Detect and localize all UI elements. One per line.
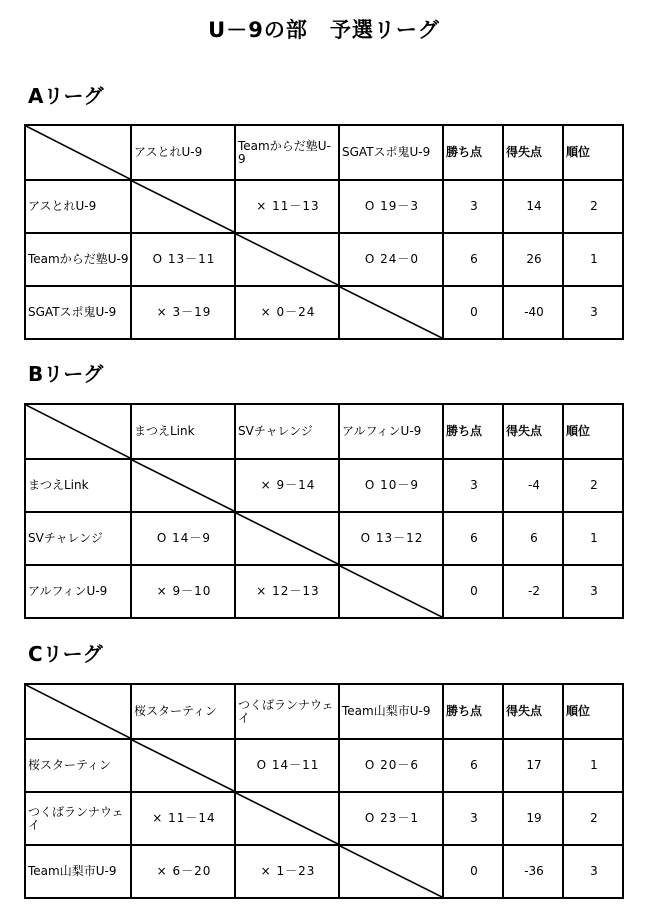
rank-cell: 1 [563,233,623,286]
match-result: × 9－14 [235,459,339,512]
table-header-row [25,404,623,459]
points-cell: 0 [443,565,503,618]
match-result: O 10－9 [339,459,443,512]
self-match-cell [339,565,443,618]
match-result: × 11－14 [131,792,235,845]
row-header-team: アルフィンU-9 [25,565,131,618]
column-header-team: Teamからだ塾U-9 [235,125,339,180]
diagonal-line [236,793,338,844]
match-result: × 3－19 [131,286,235,339]
match-result: × 9－10 [131,565,235,618]
table-header-row [25,684,623,739]
points-cell: 3 [443,792,503,845]
rank-cell: 2 [563,792,623,845]
table-row [25,512,623,565]
goal-diff-cell: -40 [503,286,563,339]
goal-diff-cell: -36 [503,845,563,898]
diagonal-line [236,513,338,564]
row-header-team: つくばランナウェイ [25,792,131,845]
points-cell: 3 [443,180,503,233]
league-title: Aリーグ [28,84,104,108]
row-header-team: まつえLink [25,459,131,512]
table-row [25,739,623,792]
row-header-team: 桜スターティン [25,739,131,792]
column-header-stat: 得失点 [503,125,563,180]
column-header-stat: 得失点 [503,404,563,459]
rank-cell: 2 [563,459,623,512]
row-header-team: Team山梨市U-9 [25,845,131,898]
column-header-team: アルフィンU-9 [339,404,443,459]
self-match-cell [235,512,339,565]
column-header-team: つくばランナウェイ [235,684,339,739]
points-cell: 6 [443,739,503,792]
match-result: O 20－6 [339,739,443,792]
goal-diff-cell: -4 [503,459,563,512]
points-cell: 3 [443,459,503,512]
rank-cell: 2 [563,180,623,233]
goal-diff-cell: 17 [503,739,563,792]
match-result: O 13－12 [339,512,443,565]
match-result: × 11－13 [235,180,339,233]
rank-cell: 3 [563,565,623,618]
table-row [25,233,623,286]
table-row [25,565,623,618]
diagonal-line [26,685,130,738]
points-cell: 0 [443,286,503,339]
match-result: × 6－20 [131,845,235,898]
column-header-stat: 勝ち点 [443,125,503,180]
match-result: × 1－23 [235,845,339,898]
points-cell: 6 [443,512,503,565]
row-header-team: アスとれU-9 [25,180,131,233]
league-table [24,683,624,899]
diagonal-line [236,234,338,285]
match-result: O 14－11 [235,739,339,792]
diagonal-line [132,181,234,232]
corner-cell [25,125,131,180]
table-row [25,286,623,339]
column-header-stat: 順位 [563,404,623,459]
table-row [25,845,623,898]
rank-cell: 1 [563,512,623,565]
self-match-cell [235,233,339,286]
match-result: O 19－3 [339,180,443,233]
rank-cell: 3 [563,286,623,339]
corner-cell [25,404,131,459]
goal-diff-cell: 19 [503,792,563,845]
league-title: Bリーグ [28,362,104,386]
diagonal-line [340,566,442,617]
diagonal-line [340,287,442,338]
diagonal-line [26,405,130,458]
goal-diff-cell: 26 [503,233,563,286]
match-result: × 12－13 [235,565,339,618]
column-header-team: Team山梨市U-9 [339,684,443,739]
diagonal-line [340,846,442,897]
league-table [24,403,624,619]
column-header-team: まつえLink [131,404,235,459]
table-header-row [25,125,623,180]
goal-diff-cell: -2 [503,565,563,618]
self-match-cell [235,792,339,845]
table-row [25,792,623,845]
column-header-stat: 得失点 [503,684,563,739]
table-row [25,459,623,512]
corner-cell [25,684,131,739]
match-result: O 23－1 [339,792,443,845]
row-header-team: Teamからだ塾U-9 [25,233,131,286]
column-header-team: SGATスポ鬼U-9 [339,125,443,180]
points-cell: 0 [443,845,503,898]
points-cell: 6 [443,233,503,286]
row-header-team: SVチャレンジ [25,512,131,565]
diagonal-line [26,126,130,179]
column-header-stat: 勝ち点 [443,404,503,459]
match-result: O 14－9 [131,512,235,565]
goal-diff-cell: 6 [503,512,563,565]
match-result: × 0－24 [235,286,339,339]
league-title: Cリーグ [28,642,103,666]
row-header-team: SGATスポ鬼U-9 [25,286,131,339]
self-match-cell [131,739,235,792]
match-result: O 13－11 [131,233,235,286]
self-match-cell [131,180,235,233]
page-title: U－9の部 予選リーグ [208,18,440,42]
column-header-stat: 順位 [563,684,623,739]
self-match-cell [339,286,443,339]
table-row [25,180,623,233]
league-table [24,124,624,340]
rank-cell: 3 [563,845,623,898]
column-header-team: SVチャレンジ [235,404,339,459]
column-header-team: アスとれU-9 [131,125,235,180]
goal-diff-cell: 14 [503,180,563,233]
self-match-cell [339,845,443,898]
self-match-cell [131,459,235,512]
rank-cell: 1 [563,739,623,792]
column-header-team: 桜スターティン [131,684,235,739]
diagonal-line [132,740,234,791]
diagonal-line [132,460,234,511]
column-header-stat: 勝ち点 [443,684,503,739]
column-header-stat: 順位 [563,125,623,180]
match-result: O 24－0 [339,233,443,286]
